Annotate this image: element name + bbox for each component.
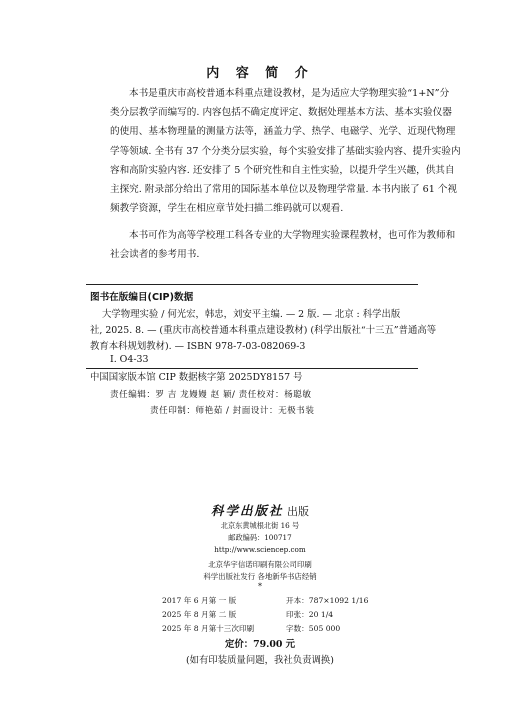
publisher-line	[0, 501, 520, 519]
edition-spec: 印张：20 1/4	[286, 610, 334, 619]
text-line: 频教学资源，学生在相应章节处扫描二维码就可以观看.	[110, 203, 344, 215]
separator-star: *	[258, 582, 262, 591]
summary-paragraph-1	[110, 84, 461, 180]
summary-paragraph-3	[110, 226, 456, 264]
publisher-suffix: 出版	[287, 505, 309, 518]
edition-spec: 开本：787×1092 1/16	[286, 596, 369, 605]
text-line: 学等领域. 全书有 37 个分类分层实验，每个实验安排了基础实验内容、提升实验内	[110, 145, 461, 157]
distributor: 科学出版社发行 各地新华书店经销	[203, 572, 317, 581]
text-line: 容和高阶实验内容. 还安排了 5 个研究性和自主性实验，以提升学生兴趣，供其自	[110, 164, 455, 176]
cip-classification: Ⅰ. O4-33	[110, 354, 149, 365]
text-line: 社会读者的参考用书.	[110, 249, 200, 261]
text-line: 本书是重庆市高校普通本科重点建设教材，是为适应大学物理实验“1+N”分	[129, 88, 450, 99]
cip-line: 社, 2025. 8. — (重庆市高校普通本科重点建设教材) (科学出版社“十三五”普通高等	[90, 325, 437, 336]
cip-heading: 图书在版编目(CIP)数据	[90, 292, 194, 303]
edition-spec: 字数：505 000	[286, 624, 341, 633]
text-line: 本书可作为高等学校理工科各专业的大学物理实验课程教材，也可作为教师和	[129, 230, 456, 241]
price: 定价：79.00 元	[224, 639, 296, 650]
printer: 北京华宇信诺印刷有限公司印刷	[208, 560, 312, 569]
cip-line: 教育本科规划教材). — ISBN 978-7-03-082069-3	[90, 341, 306, 352]
summary-paragraph-2	[110, 180, 458, 218]
edition-date: 2025 年 8 月第 二 版	[162, 610, 237, 619]
text-line: 的使用、基本物理量的测量方法等，涵盖力学、热学、电磁学、光学、近现代物理	[110, 126, 456, 138]
publisher-address: 北京东黄城根北街 16 号	[220, 521, 300, 530]
quality-notice: (如有印装质量问题，我社负责调换)	[186, 655, 334, 666]
production-credits: 责任印制：师艳茹 / 封面设计：无极书装	[150, 406, 315, 416]
website: http://www.sciencep.com	[214, 545, 306, 554]
cip-record-number: 中国国家版本馆 CIP 数据核字第 2025DY8157 号	[90, 372, 303, 383]
edition-date: 2025 年 8 月第十三次印刷	[162, 624, 255, 633]
text-line: 类分层教学而编写的. 内容包括不确定度评定、数据处理基本方法、基本实验仪器	[110, 107, 452, 119]
text-line: 主探究. 附录部分给出了常用的国际基本单位以及物理学常量. 本书内嵌了 61 个视	[110, 184, 458, 195]
cip-line: 大学物理实验 / 何光宏，韩忠，刘安平主编. — 2 版. — 北京 : 科学出版	[102, 309, 401, 320]
postcode: 邮政编码：100717	[228, 533, 292, 542]
divider	[86, 284, 418, 285]
publisher-logo: 科学出版社	[210, 503, 284, 518]
editor-credits: 责任编辑：罗 吉 龙嫚嫚 赵 颖/ 责任校对：杨聪敏	[110, 390, 312, 400]
edition-date: 2017 年 6 月第 一 版	[162, 596, 237, 605]
summary-title: 内 容 简 介	[206, 66, 314, 81]
